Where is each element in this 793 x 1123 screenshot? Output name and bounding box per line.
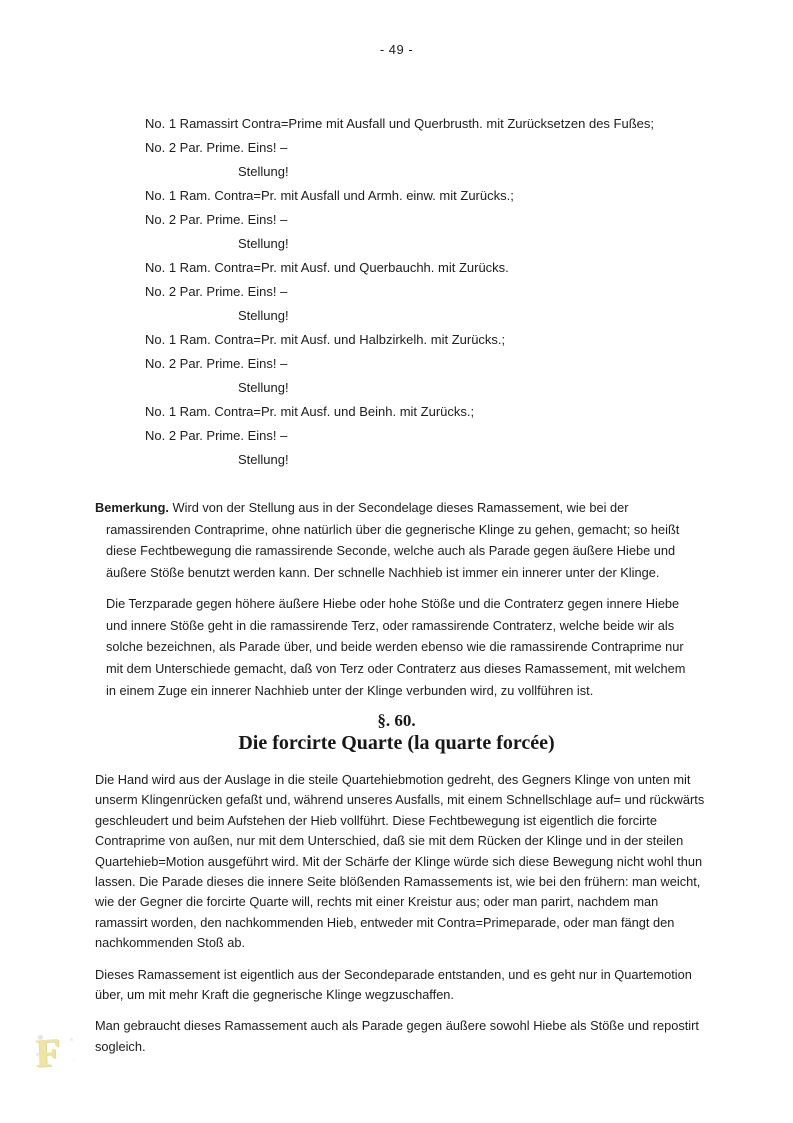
remark-paragraph-1-text: Wird von der Stellung aus in der Secondelage dieses Ramassement, wie bei der ramassirenden Contraprime, ohne natürlich über die gegnerische Klinge zu gehen, gemacht; so heißt diese Fechtbewegung die ramassirende Seconde, welche auch als Parade gegen äußere Hiebe und äußere Stöße benutzt werden kann. Der schnelle Nachhieb ist immer ein innerer unter der Klinge. [106, 500, 680, 581]
drill-line: No. 2 Par. Prime. Eins! – [145, 212, 288, 227]
body-paragraph-1: Die Hand wird aus der Auslage in die steile Quartehiebmotion gedreht, des Gegners Klinge von unten mit unserm Klingenrücken gefaßt und, während unseres Ausfalls, mit einem Schnellschlage auf= und rückwärts geschleudert und beim Aufstehen der Hieb vollführt. Diese Fechtbewegung ist eigentlich die forcirte Contraprime von außen, nur mit dem Unterschied, daß sie mit dem Rücken der Klinge und in der steilen Quartehieb=Motion ausgeführt wird. Mit der Schärfe der Klinge würde sich diese Bewegung nicht wohl thun lassen. Die Parade dieses die innere Seite blößenden Ramassements ist, wie bei den frühern: man weicht, wie der Gegner die forcirte Quarte will, rechts mit einer Kreistur aus; oder man parirt, nachdem man ramassirt worden, den nachkommenden Hieb, entweder mit Contra=Primeparade, oder man fängt den nachkommenden Stoß ab. [95, 772, 705, 951]
watermark-f-glyph: F [35, 1029, 62, 1076]
stellung-line: Stellung! [238, 236, 289, 251]
page-number: - 49 - [379, 42, 414, 57]
section-body [95, 770, 708, 1068]
section-number: §. 60. [377, 711, 416, 730]
watermark-logo [36, 1029, 88, 1087]
drill-list [145, 112, 753, 472]
drill-line: No. 2 Par. Prime. Eins! – [145, 284, 288, 299]
stellung-line: Stellung! [238, 308, 289, 323]
body-paragraph-3: Man gebraucht dieses Ramassement auch als Parade gegen äußere sowohl Hiebe als Stöße und repostirt sogleich. [95, 1018, 699, 1054]
stellung-line: Stellung! [238, 380, 289, 395]
drill-line: No. 1 Ram. Contra=Pr. mit Ausf. und Halbzirkelh. mit Zurücks.; [145, 332, 506, 347]
section-title: Die forcirte Quarte (la quarte forcée) [238, 732, 555, 754]
section-heading [0, 710, 793, 756]
remark-block [95, 497, 696, 701]
drill-line: No. 1 Ramassirt Contra=Prime mit Ausfall und Querbrusth. mit Zurücksetzen des Fußes; [145, 116, 654, 131]
body-paragraph-2: Dieses Ramassement ist eigentlich aus der Secondeparade entstanden, und es geht nur in Quartemotion über, um mit mehr Kraft die gegnerische Klinge wegzuschaffen. [95, 966, 692, 1003]
remark-paragraph-1 [95, 497, 696, 584]
drill-line: No. 1 Ram. Contra=Pr. mit Ausfall und Armh. einw. mit Zurücks.; [145, 188, 514, 203]
stellung-line: Stellung! [238, 452, 289, 467]
drill-line: No. 2 Par. Prime. Eins! – [145, 428, 288, 443]
drill-line: No. 2 Par. Prime. Eins! – [145, 140, 288, 155]
stellung-line: Stellung! [238, 164, 289, 179]
drill-line: No. 1 Ram. Contra=Pr. mit Ausf. und Querbauchh. mit Zurücks. [145, 260, 509, 275]
drill-line: No. 2 Par. Prime. Eins! – [145, 356, 288, 371]
remark-label: Bemerkung. [95, 500, 169, 515]
drill-line: No. 1 Ram. Contra=Pr. mit Ausf. und Beinh. mit Zurücks.; [145, 404, 475, 419]
remark-paragraph-2: Die Terzparade gegen höhere äußere Hiebe oder hohe Stöße und die Contraterz gegen innere Hiebe und innere Stöße geht in die ramassirende Terz, oder ramassirende Contraterz, welche beide wir als solche bezeichnen, als Parade über, und beide werden ebenso wie die ramassirende Contraprime nur mit dem Unterschiede gemacht, daß von Terz oder Contraterz aus dieses Ramassement, mit welchem in einem Zuge ein innerer Nachhieb unter der Klinge verbunden wird, zu vollführen ist. [106, 595, 686, 698]
